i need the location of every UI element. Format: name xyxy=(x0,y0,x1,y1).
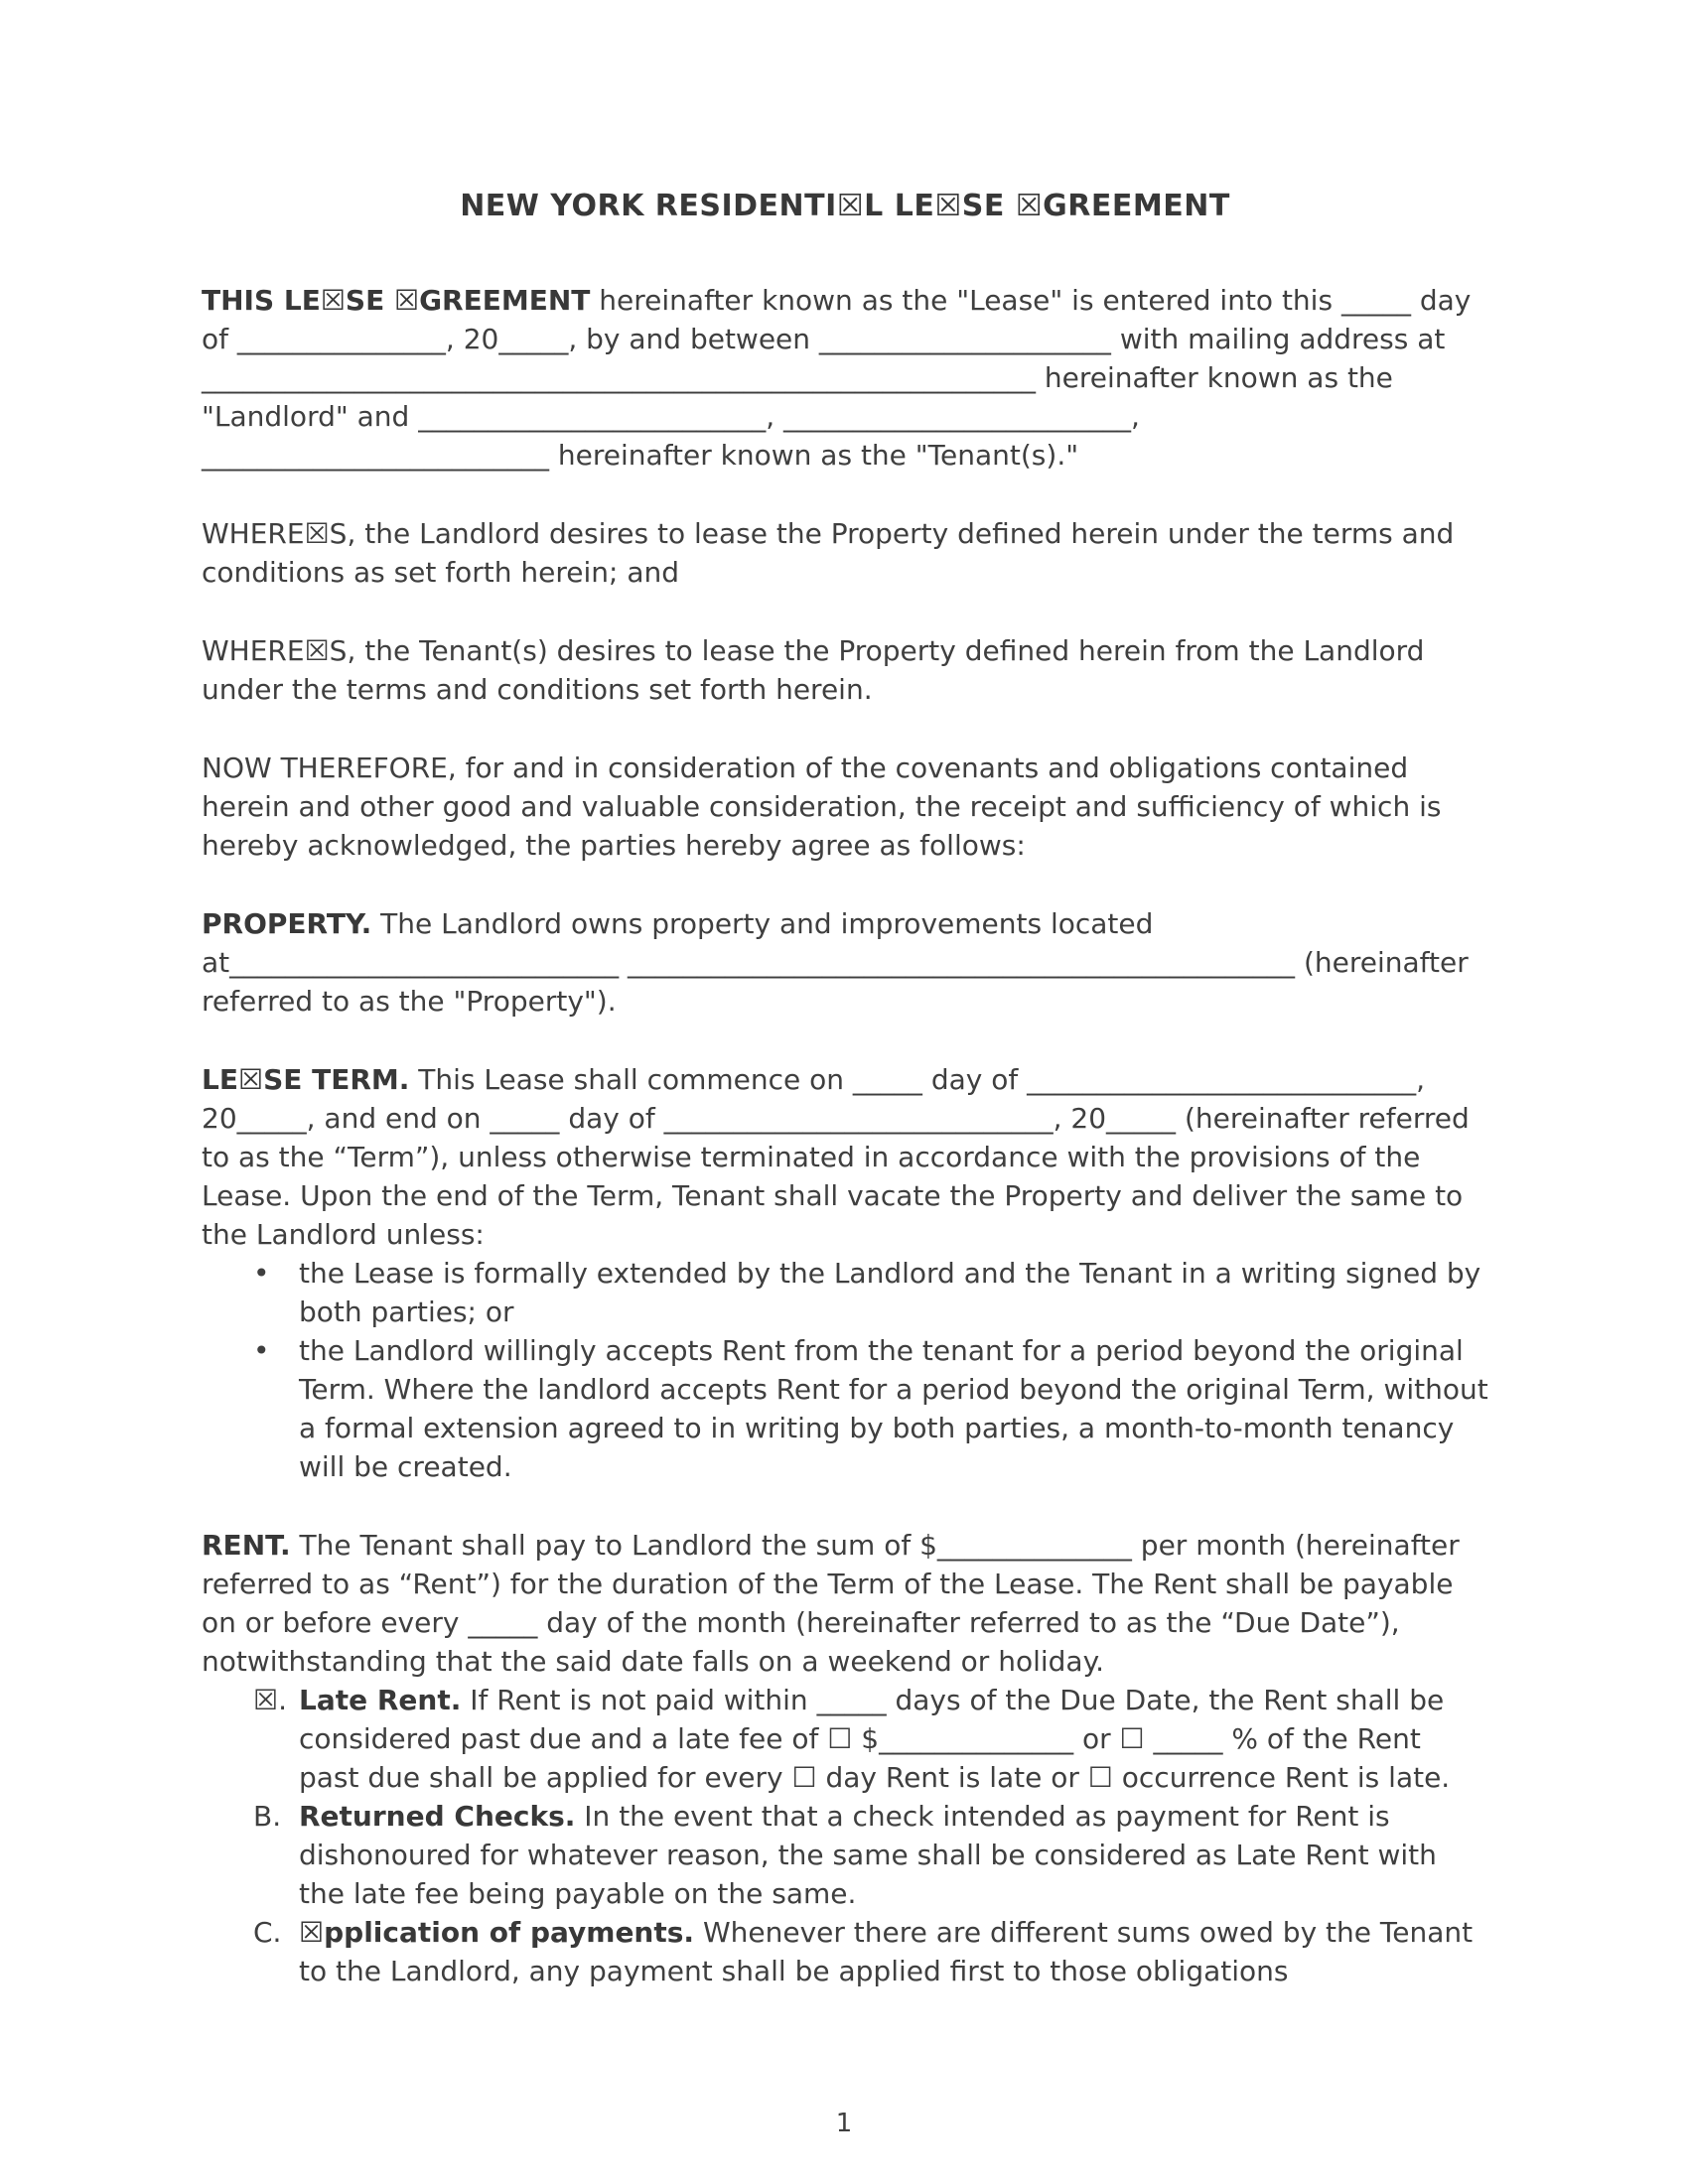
list-item-text xyxy=(299,1797,1488,1913)
property-text: The Landlord owns property and improvements located at____________________________ ________________________________________________ (hereinafter referred to as the "Property"). xyxy=(202,907,1469,1018)
document-content xyxy=(202,189,1488,1990)
rent-lettered-list xyxy=(202,1681,1488,1990)
bullet-icon: • xyxy=(253,1257,270,1290)
lease-term-bullet-list xyxy=(202,1254,1488,1486)
list-item-text xyxy=(299,1913,1488,1990)
rent-heading-bold: RENT. xyxy=(202,1529,291,1562)
late-rent-bold: Late Rent. xyxy=(299,1684,462,1716)
page-number: 1 xyxy=(835,2109,853,2138)
list-item xyxy=(202,1254,1488,1331)
rent-text: The Tenant shall pay to Landlord the sum of $______________ per month (hereinafter referred to as “Rent”) for the duration of the Term of the Lease. The Rent shall be payable on or before every _____ day of the month (hereinafter referred to as the “Due Date”), notwithstanding that the said date falls on a weekend or holiday. xyxy=(202,1529,1460,1678)
intro-lead-bold: THIS LE☒SE ☒GREEMENT xyxy=(202,284,591,317)
paragraph-whereas-tenant: WHERE☒S, the Tenant(s) desires to lease the Property defined herein from the Landlord under the terms and conditions set forth herein. xyxy=(202,634,1425,706)
list-marker: ☒. xyxy=(253,1684,288,1716)
bullet-text: the Lease is formally extended by the Landlord and the Tenant in a writing signed by both parties; or xyxy=(299,1257,1481,1328)
paragraph-whereas-landlord: WHERE☒S, the Landlord desires to lease the Property defined herein under the terms and conditions as set forth herein; and xyxy=(202,517,1455,589)
list-item xyxy=(202,1331,1488,1486)
document-title: NEW YORK RESIDENTI☒L LE☒SE ☒GREEMENT xyxy=(460,189,1230,223)
list-item-text xyxy=(299,1681,1488,1797)
late-rent-text: If Rent is not paid within _____ days of the Due Date, the Rent shall be considered past due and a late fee of ☐ $______________ or ☐ _____ % of the Rent past due shall be applied for every ☐ day Rent is late or ☐ occurrence Rent is late. xyxy=(299,1684,1451,1794)
list-item xyxy=(202,1797,1488,1913)
paragraph-rent xyxy=(202,1526,1488,1681)
application-of-payments-bold: ☒pplication of payments. xyxy=(299,1916,695,1949)
list-marker: B. xyxy=(253,1800,282,1833)
lease-term-text: This Lease shall commence on _____ day of ____________________________, 20_____, and end on _____ day of ____________________________, 20_____ (hereinafter referred to as the “Term”), unless otherwise terminated in accordance with the provisions of the Lease. Upon the end of the Term, Tenant shall vacate the Property and deliver the same to the Landlord unless: xyxy=(202,1063,1470,1251)
list-item xyxy=(202,1681,1488,1797)
application-of-payments-text: Whenever there are different sums owed by the Tenant to the Landlord, any payment shall be applied first to those obligations xyxy=(299,1916,1474,1987)
paragraph-property xyxy=(202,904,1488,1021)
intro-text: hereinafter known as the "Lease" is entered into this _____ day of _______________, 20_____, by and between _____________________ with mailing address at ____________________________________________________________ hereinafter known as the "Landlord" and _________________________, _________________________, _________________________ hereinafter known as the "Tenant(s)." xyxy=(202,284,1472,472)
property-heading-bold: PROPERTY. xyxy=(202,907,372,940)
returned-checks-bold: Returned Checks. xyxy=(299,1800,576,1833)
paragraph-intro xyxy=(202,281,1488,475)
list-marker: C. xyxy=(253,1916,282,1949)
paragraph-now-therefore: NOW THEREFORE, for and in consideration of the covenants and obligations contained herein and other good and valuable consideration, the receipt and sufficiency of which is hereby acknowledged, the parties hereby agree as follows: xyxy=(202,751,1442,862)
paragraph-lease-term xyxy=(202,1060,1488,1254)
returned-checks-text: In the event that a check intended as payment for Rent is dishonoured for whatever reason, the same shall be considered as Late Rent with the late fee being payable on the same. xyxy=(299,1800,1437,1910)
bullet-text: the Landlord willingly accepts Rent from the tenant for a period beyond the original Term. Where the landlord accepts Rent for a period beyond the original Term, without a formal extension agreed to in writing by both parties, a month-to-month tenancy will be created. xyxy=(299,1334,1488,1483)
bullet-icon: • xyxy=(253,1334,270,1367)
list-item xyxy=(202,1913,1488,1990)
lease-term-heading-bold: LE☒SE TERM. xyxy=(202,1063,410,1096)
